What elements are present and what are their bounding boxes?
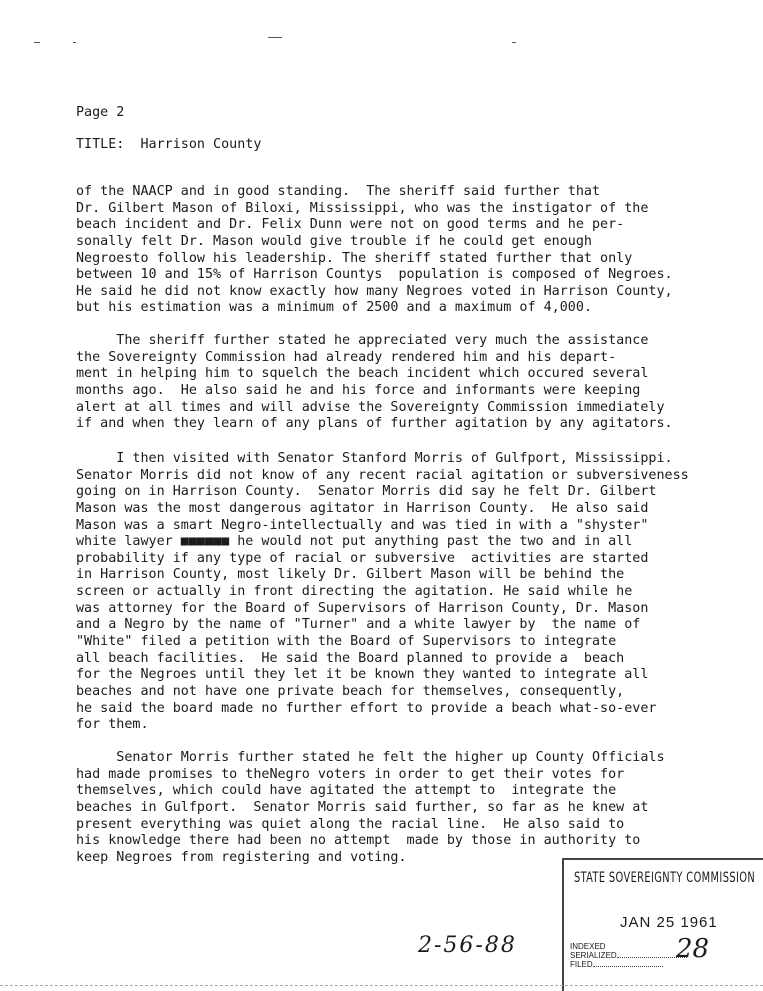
paragraph [76,333,763,433]
stamp-title: STATE SOVEREIGNTY COMMISSION [574,870,756,886]
stamp-field: FILED [570,960,687,969]
text-line: He said he did not know exactly how many Negroes voted in Harrison County, [76,283,673,299]
paragraph [76,184,763,317]
text-line: present everything was quiet along the racial line. He also said to [76,816,625,832]
stamp-field: SERIALIZED [570,951,687,960]
text-line: Mason was a smart Negro-intellectually and was tied in with a "shyster" [76,517,649,533]
text-line: Negroesto follow his leadership. The sheriff stated further that only [76,250,633,266]
text-line: going on in Harrison County. Senator Morris did say he felt Dr. Gilbert [76,484,657,500]
text-line: for the Negroes until they let it be known they wanted to integrate all [76,667,649,683]
text-line: for them. [76,717,149,733]
stamp-date: JAN 25 1961 [620,914,718,931]
text-line: in Harrison County, most likely Dr. Gilbert Mason will be behind the [76,567,625,583]
text-line: Mason was the most dangerous agitator in Harrison County. He also said [76,500,649,516]
text-line: Senator Morris further stated he felt the higher up County Officials [76,750,665,765]
text-line: white lawyer ■■■■■■ he would not put anything past the two and in all [76,534,633,550]
text-line: beaches in Gulfport. Senator Morris said further, so far as he knew at [76,799,649,815]
paragraph [76,750,763,866]
text-line: his knowledge there had been no attempt made by those in authority to [76,833,641,849]
text-line: alert at all times and will advise the Sovereignty Commission immediately [76,399,665,415]
text-line: "White" filed a petition with the Board of Supervisors to integrate [76,634,617,650]
received-stamp [562,858,763,991]
text-line: of the NAACP and in good standing. The sheriff said further that [76,184,601,199]
text-line: sonally felt Dr. Mason would give trouble if he could get enough [76,233,592,249]
document-title: TITLE: Harrison County [76,137,262,152]
text-line: had made promises to theNegro voters in order to get their votes for [76,766,625,782]
text-line: was attorney for the Board of Supervisors of Harrison County, Dr. Mason [76,600,649,616]
scan-mark [268,37,282,38]
page-edge [0,985,763,987]
text-line: beaches and not have one private beach for themselves, consequently, [76,683,625,699]
text-line: between 10 and 15% of Harrison Countys population is composed of Negroes. [76,267,673,283]
handwritten-file-number: 2-56-88 [418,933,517,958]
text-line: the Sovereignty Commission had already rendered him and his depart- [76,349,617,365]
text-line: Dr. Gilbert Mason of Biloxi, Mississippi, who was the instigator of the [76,200,649,216]
stamp-field: INDEXED [570,942,606,951]
scan-mark [34,42,40,43]
handwritten-initials: 28 [676,934,710,964]
text-line: Senator Morris did not know of any recent racial agitation or subversiveness [76,467,689,483]
text-line: screen or actually in front directing the agitation. He said while he [76,584,633,600]
paragraph [76,451,763,734]
text-line: and a Negro by the name of "Turner" and a white lawyer by the name of [76,617,641,633]
text-line: if and when they learn of any plans of further agitation by any agitators. [76,416,673,432]
text-line: months ago. He also said he and his force and informants were keeping [76,382,641,398]
text-line: he said the board made no further effort to provide a beach what-so-ever [76,700,657,716]
text-line: themselves, which could have agitated the attempt to integrate the [76,783,617,799]
stamp-fields [570,942,687,969]
text-line: I then visited with Senator Stanford Morris of Gulfport, Mississippi. [76,451,673,466]
text-line: all beach facilities. He said the Board planned to provide a beach [76,650,625,666]
text-line: The sheriff further stated he appreciated very much the assistance [76,333,649,348]
text-line: but his estimation was a minimum of 2500 and a maximum of 4,000. [76,300,592,316]
text-line: beach incident and Dr. Felix Dunn were not on good terms and he per- [76,217,625,233]
scan-mark [73,42,76,43]
text-line: probability if any type of racial or subversive activities are started [76,550,649,566]
page-number: Page 2 [76,105,125,120]
text-line: ment in helping him to squelch the beach incident which occured several [76,366,649,382]
scan-mark [512,42,516,43]
text-line: keep Negroes from registering and voting. [76,849,407,865]
